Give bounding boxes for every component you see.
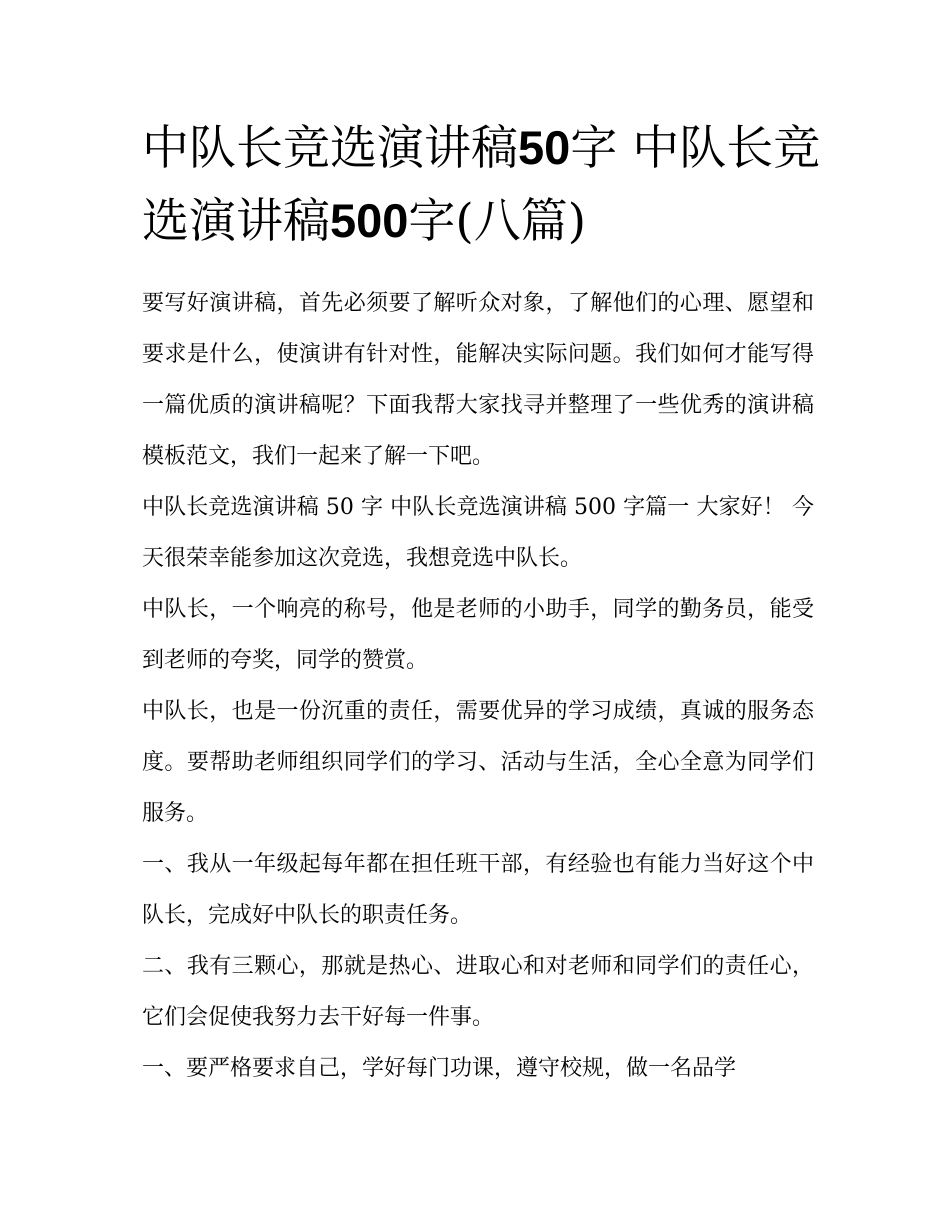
title-part: 字 中队长竞选演讲稿 xyxy=(142,121,821,249)
title-part: 字(八篇) xyxy=(408,194,587,249)
title-number: 500 xyxy=(330,194,409,247)
paragraph-intro: 要写好演讲稿，首先必须要了解听众对象，了解他们的心理、愿望和要求是什么，使演讲有针对性，能解决实际问题。我们如何才能写得一篇优质的演讲稿呢？下面我帮大家找寻并整理了一些优秀的演讲稿模板范文，我们一起来了解一下吧。 xyxy=(142,291,814,469)
paragraph: 一、我从一年级起每年都在担任班干部，有经验也有能力当好这个中队长，完成好中队长的职责任务。 xyxy=(142,852,814,928)
document-title xyxy=(142,112,842,258)
title-part: 中队长竞选演讲稿 xyxy=(142,121,518,176)
title-number: 50 xyxy=(518,121,571,174)
paragraph: 二、我有三颗心，那就是热心、进取心和对老师和同学们的责任心，它们会促使我努力去干好每一件事。 xyxy=(142,954,814,1030)
paragraph: 中队长，一个响亮的称号，他是老师的小助手，同学的勤务员，能受到老师的夸奖，同学的赞赏。 xyxy=(142,597,814,673)
document-body xyxy=(142,278,814,1094)
paragraph: 中队长，也是一份沉重的责任，需要优异的学习成绩，真诚的服务态度。要帮助老师组织同学们的学习、活动与生活，全心全意为同学们服务。 xyxy=(142,699,814,826)
paragraph-heading-greeting: 中队长竞选演讲稿 50 字 中队长竞选演讲稿 500 字篇一 大家好！ 今天很荣幸能参加这次竞选，我想竞选中队长。 xyxy=(142,495,814,571)
paragraph: 一、要严格要求自己，学好每门功课，遵守校规，做一名品学 xyxy=(142,1056,737,1081)
